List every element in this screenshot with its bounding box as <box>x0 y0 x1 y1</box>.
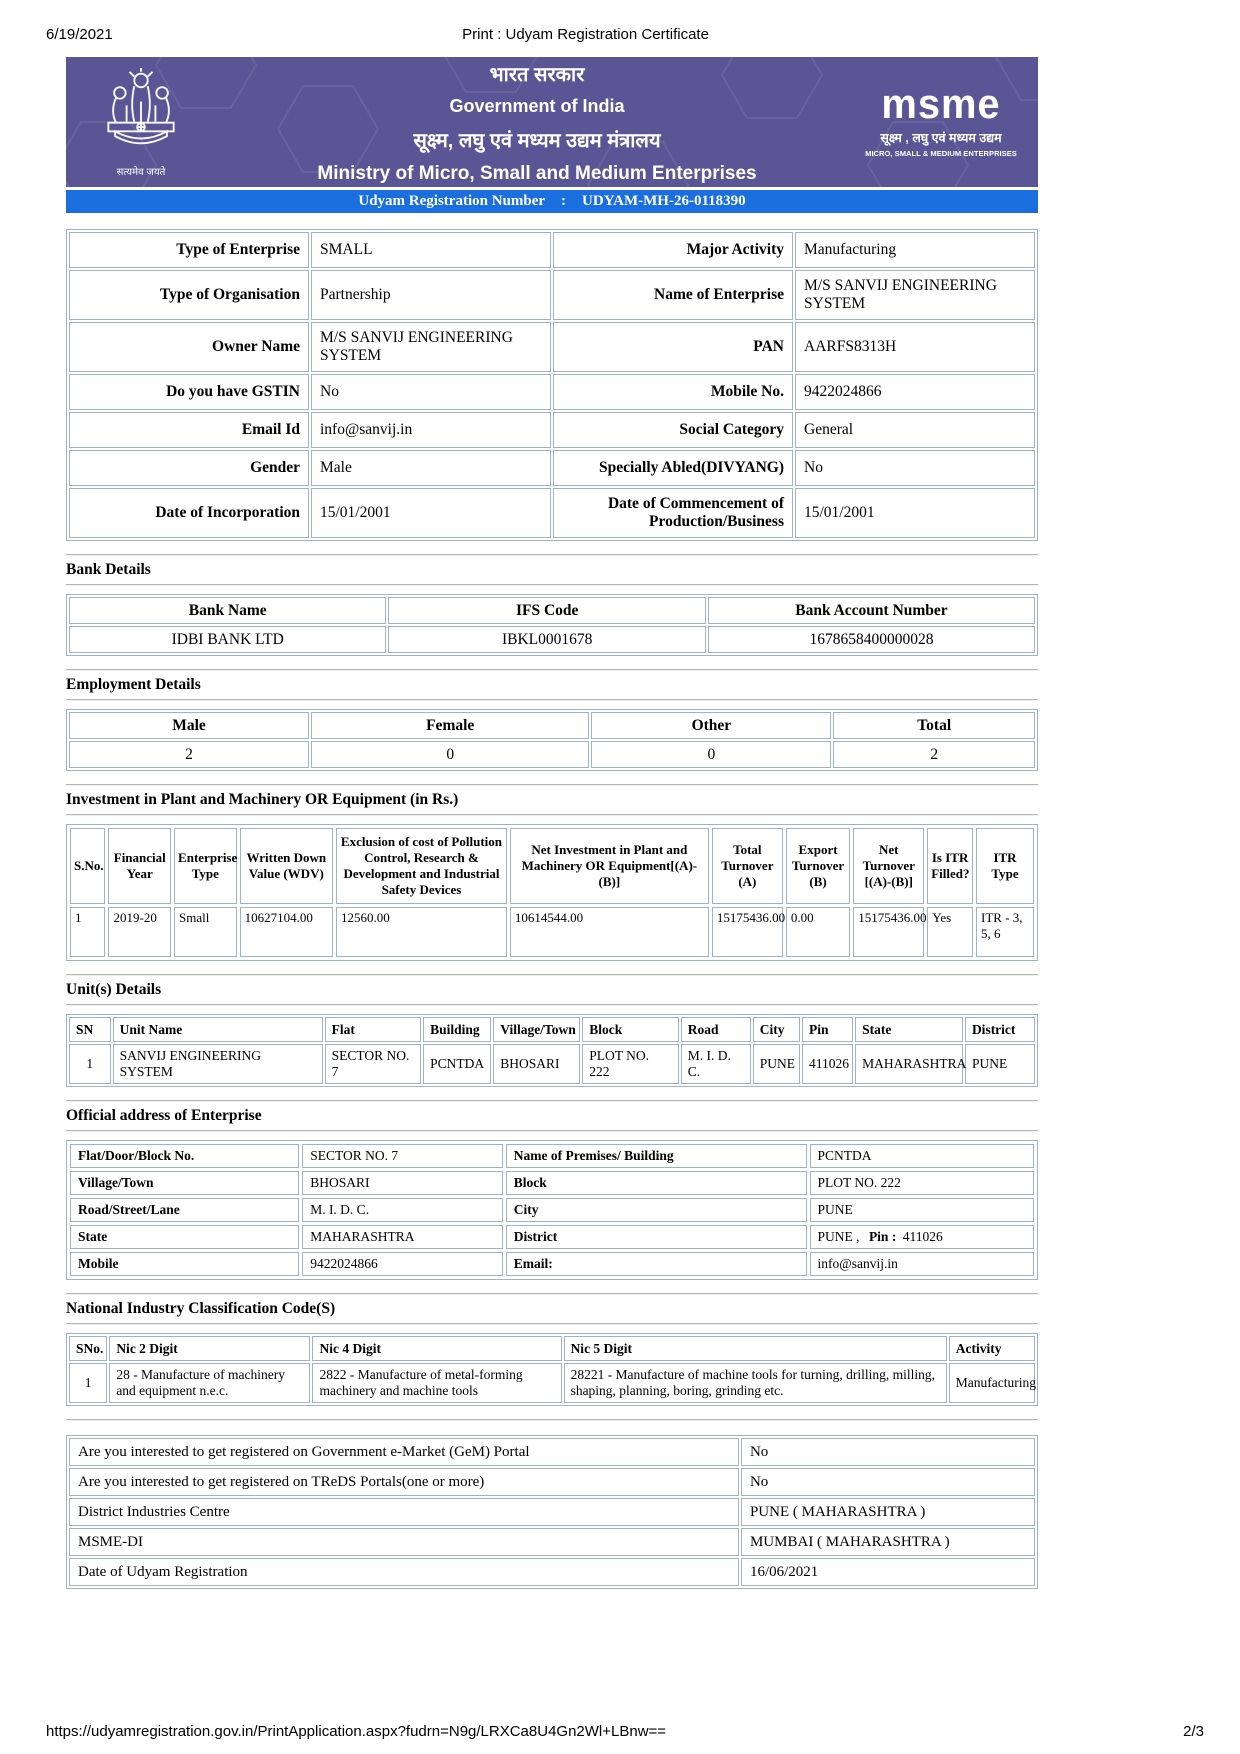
question-answer: 16/06/2021 <box>741 1558 1035 1586</box>
units-details-table <box>66 1014 1038 1087</box>
cell-value: 15175436.00 <box>853 907 924 957</box>
print-footer-page-number: 2/3 <box>1183 1723 1204 1740</box>
column-header: Nic 4 Digit <box>312 1336 561 1361</box>
field-value: SMALL <box>311 232 551 268</box>
table-row <box>69 322 1035 372</box>
cell-value: 1678658400000028 <box>708 626 1035 653</box>
cell-value: 411026 <box>802 1044 853 1084</box>
table-row <box>70 1198 1034 1222</box>
table-row <box>70 1252 1034 1276</box>
section-divider <box>66 784 1038 786</box>
section-divider <box>66 1004 1038 1006</box>
section-divider <box>66 699 1038 701</box>
field-value: PCNTDA <box>810 1144 1034 1168</box>
field-label: Major Activity <box>553 232 793 268</box>
column-header: City <box>753 1017 800 1042</box>
cell-value: 1 <box>70 907 105 957</box>
column-header: Net Investment in Plant and Machinery OR Equipment[(A)-(B)] <box>510 828 709 904</box>
field-value: Partnership <box>311 270 551 320</box>
section-divider <box>66 814 1038 816</box>
emblem-caption: सत्यमेव जयते <box>116 166 166 178</box>
cell-value: MAHARASHTRA <box>855 1044 963 1084</box>
table-row <box>69 450 1035 486</box>
cell-value: 2 <box>833 741 1035 768</box>
section-divider <box>66 669 1038 671</box>
print-header <box>46 26 1194 46</box>
column-header: Net Turnover [(A)-(B)] <box>853 828 924 904</box>
emblem-of-india <box>66 67 216 178</box>
question-label: Date of Udyam Registration <box>69 1558 739 1586</box>
column-header: Building <box>423 1017 491 1042</box>
column-header: Financial Year <box>108 828 171 904</box>
cell-value: 2822 - Manufacture of metal-forming machinery and machine tools <box>312 1363 561 1403</box>
banner-government-of-india: Government of India <box>449 95 625 116</box>
cell-value: SANVIJ ENGINEERING SYSTEM <box>113 1044 323 1084</box>
field-label: District <box>506 1225 807 1249</box>
field-value: M/S SANVIJ ENGINEERING SYSTEM <box>311 322 551 372</box>
column-header: Village/Town <box>493 1017 580 1042</box>
official-address-table <box>66 1140 1038 1280</box>
field-value: 9422024866 <box>302 1252 503 1276</box>
column-header: Female <box>311 712 589 739</box>
section-divider <box>66 1293 1038 1295</box>
field-label: Social Category <box>553 412 793 448</box>
column-header: Nic 5 Digit <box>564 1336 947 1361</box>
field-value: M/S SANVIJ ENGINEERING SYSTEM <box>795 270 1035 320</box>
banner-hindi-government: भारत सरकार <box>489 63 585 86</box>
field-value: No <box>795 450 1035 486</box>
column-header: SN <box>69 1017 111 1042</box>
field-label: Do you have GSTIN <box>69 374 309 410</box>
cell-value: 0 <box>591 741 831 768</box>
cell-value: 0.00 <box>786 907 850 957</box>
cell-value: Small <box>174 907 237 957</box>
field-value: SECTOR NO. 7 <box>302 1144 503 1168</box>
table-row <box>69 412 1035 448</box>
column-header: State <box>855 1017 963 1042</box>
field-value: AARFS8313H <box>795 322 1035 372</box>
table-header-row <box>69 1017 1035 1042</box>
cell-value: SECTOR NO. 7 <box>325 1044 421 1084</box>
section-divider <box>66 584 1038 586</box>
question-answer: MUMBAI ( MAHARASHTRA ) <box>741 1528 1035 1556</box>
question-answer: No <box>741 1438 1035 1466</box>
field-label: Gender <box>69 450 309 486</box>
question-label: District Industries Centre <box>69 1498 739 1526</box>
cell-value: BHOSARI <box>493 1044 580 1084</box>
registration-questions-table <box>66 1435 1038 1589</box>
field-value: info@sanvij.in <box>810 1252 1034 1276</box>
field-label: Email Id <box>69 412 309 448</box>
cell-value: 0 <box>311 741 589 768</box>
field-value: M. I. D. C. <box>302 1198 503 1222</box>
column-header: S.No. <box>70 828 105 904</box>
field-label: Specially Abled(DIVYANG) <box>553 450 793 486</box>
ministry-banner <box>66 57 1038 187</box>
field-label: Block <box>506 1171 807 1195</box>
cell-value: 10614544.00 <box>510 907 709 957</box>
section-divider <box>66 1100 1038 1102</box>
field-label: Email: <box>506 1252 807 1276</box>
table-header-row <box>69 597 1035 624</box>
cell-value: M. I. D. C. <box>681 1044 751 1084</box>
question-answer: No <box>741 1468 1035 1496</box>
field-label: Type of Enterprise <box>69 232 309 268</box>
field-value: No <box>311 374 551 410</box>
pin-label: Pin : <box>868 1229 897 1244</box>
urn-value: UDYAM-MH-26-0118390 <box>582 193 746 209</box>
table-row <box>70 1144 1034 1168</box>
units-details-heading: Unit(s) Details <box>66 981 162 998</box>
field-label: Type of Organisation <box>69 270 309 320</box>
field-value <box>810 1225 1034 1249</box>
column-header: Nic 2 Digit <box>109 1336 310 1361</box>
cell-value: 1 <box>69 1044 111 1084</box>
field-label: Mobile No. <box>553 374 793 410</box>
field-value: info@sanvij.in <box>311 412 551 448</box>
udyam-registration-number-bar <box>66 190 1038 213</box>
table-header-row <box>69 712 1035 739</box>
table-header-row <box>69 1336 1035 1361</box>
column-header: Activity <box>949 1336 1035 1361</box>
cell-value: Manufacturing <box>949 1363 1035 1403</box>
field-label: Flat/Door/Block No. <box>70 1144 299 1168</box>
table-header-row <box>70 828 1034 904</box>
district-value: PUNE , <box>817 1229 860 1244</box>
msme-logo-english-tagline: MICRO, SMALL & MEDIUM ENTERPRISES <box>865 148 1017 158</box>
employment-details-heading: Employment Details <box>66 676 201 693</box>
cell-value: IBKL0001678 <box>388 626 705 653</box>
table-row <box>69 1363 1035 1403</box>
column-header: Bank Name <box>69 597 386 624</box>
field-label: Name of Enterprise <box>553 270 793 320</box>
investment-heading: Investment in Plant and Machinery OR Equipment (in Rs.) <box>66 791 459 808</box>
table-row <box>70 1171 1034 1195</box>
column-header: Bank Account Number <box>708 597 1035 624</box>
table-row <box>69 1438 1035 1466</box>
column-header: Total <box>833 712 1035 739</box>
column-header: Other <box>591 712 831 739</box>
question-label: MSME-DI <box>69 1528 739 1556</box>
field-label: Date of Commencement of Production/Business <box>553 488 793 538</box>
question-answer: PUNE ( MAHARASHTRA ) <box>741 1498 1035 1526</box>
field-value: 15/01/2001 <box>311 488 551 538</box>
cell-value: 12560.00 <box>336 907 507 957</box>
table-row <box>70 907 1034 957</box>
column-header: Male <box>69 712 309 739</box>
nic-heading: National Industry Classification Code(S) <box>66 1300 336 1317</box>
bank-details-heading: Bank Details <box>66 561 151 578</box>
table-row <box>69 1468 1035 1496</box>
pin-value: 411026 <box>902 1229 943 1244</box>
table-row <box>69 1558 1035 1586</box>
column-header: Is ITR Filled? <box>927 828 973 904</box>
table-row <box>69 1528 1035 1556</box>
table-row <box>69 374 1035 410</box>
urn-separator: : <box>561 193 567 209</box>
print-title: Print : Udyam Registration Certificate <box>462 26 709 43</box>
cell-value: IDBI BANK LTD <box>69 626 386 653</box>
cell-value: 2019-20 <box>108 907 171 957</box>
bank-details-table <box>66 594 1038 656</box>
column-header: Unit Name <box>113 1017 323 1042</box>
column-header: Block <box>582 1017 678 1042</box>
section-divider <box>66 1323 1038 1325</box>
urn-label: Udyam Registration Number <box>358 193 546 209</box>
msme-logo-hindi-tagline: सूक्ष्म , लघु एवं मध्यम उद्यम <box>880 130 1002 145</box>
section-divider <box>66 1130 1038 1132</box>
cell-value: 15175436.00 <box>712 907 783 957</box>
field-value: PUNE <box>810 1198 1034 1222</box>
cell-value: PUNE <box>965 1044 1035 1084</box>
field-label: Mobile <box>70 1252 299 1276</box>
print-footer <box>46 1723 1204 1740</box>
print-date: 6/19/2021 <box>46 26 113 43</box>
field-value: Male <box>311 450 551 486</box>
field-value: MAHARASHTRA <box>302 1225 503 1249</box>
cell-value: 2 <box>69 741 309 768</box>
column-header: Road <box>681 1017 751 1042</box>
cell-value: Yes <box>927 907 973 957</box>
cell-value: 1 <box>69 1363 107 1403</box>
column-header: IFS Code <box>388 597 705 624</box>
nic-codes-table <box>66 1333 1038 1406</box>
table-row <box>69 270 1035 320</box>
cell-value: 28 - Manufacture of machinery and equipment n.e.c. <box>109 1363 310 1403</box>
cell-value: ITR - 3, 5, 6 <box>976 907 1034 957</box>
banner-titles <box>216 60 858 185</box>
certificate-body <box>66 57 1038 1589</box>
emblem-of-india-icon <box>97 67 185 163</box>
section-divider <box>66 554 1038 556</box>
field-value: 9422024866 <box>795 374 1035 410</box>
field-label: Road/Street/Lane <box>70 1198 299 1222</box>
banner-hindi-ministry: सूक्ष्म, लघु एवं मध्यम उद्यम मंत्रालय <box>413 129 661 152</box>
field-label: Village/Town <box>70 1171 299 1195</box>
question-label: Are you interested to get registered on Government e-Market (GeM) Portal <box>69 1438 739 1466</box>
employment-details-table <box>66 709 1038 771</box>
column-header: Export Turnover (B) <box>786 828 850 904</box>
field-label: City <box>506 1198 807 1222</box>
cell-value: PLOT NO. 222 <box>582 1044 678 1084</box>
banner-ministry: Ministry of Micro, Small and Medium Enterprises <box>317 162 757 184</box>
table-row <box>69 1498 1035 1526</box>
field-label: PAN <box>553 322 793 372</box>
field-value: BHOSARI <box>302 1171 503 1195</box>
print-footer-url: https://udyamregistration.gov.in/PrintApplication.aspx?fudrn=N9g/LRXCa8U4Gn2Wl+LBnw== <box>46 1723 667 1740</box>
investment-table <box>66 824 1038 961</box>
table-row <box>69 741 1035 768</box>
field-value: General <box>795 412 1035 448</box>
official-address-heading: Official address of Enterprise <box>66 1107 262 1124</box>
field-value: 15/01/2001 <box>795 488 1035 538</box>
cell-value: PCNTDA <box>423 1044 491 1084</box>
table-row <box>69 1044 1035 1084</box>
field-label: Owner Name <box>69 322 309 372</box>
column-header: ITR Type <box>976 828 1034 904</box>
msme-logo <box>858 80 1038 158</box>
column-header: Flat <box>325 1017 421 1042</box>
column-header: Exclusion of cost of Pollution Control, Research & Development and Industrial Safety Devices <box>336 828 507 904</box>
table-row <box>69 626 1035 653</box>
table-row <box>69 232 1035 268</box>
enterprise-details-table <box>66 229 1038 541</box>
table-row <box>69 488 1035 538</box>
msme-logo-wordmark: msme <box>881 80 1001 128</box>
cell-value: 28221 - Manufacture of machine tools for turning, drilling, milling, shaping, planning, boring, grinding etc. <box>564 1363 947 1403</box>
question-label: Are you interested to get registered on TReDS Portals(one or more) <box>69 1468 739 1496</box>
cell-value: 10627104.00 <box>240 907 333 957</box>
column-header: Pin <box>802 1017 853 1042</box>
field-label: Date of Incorporation <box>69 488 309 538</box>
field-label: State <box>70 1225 299 1249</box>
column-header: Written Down Value (WDV) <box>240 828 333 904</box>
column-header: SNo. <box>69 1336 107 1361</box>
column-header: District <box>965 1017 1035 1042</box>
table-row <box>70 1225 1034 1249</box>
section-divider <box>66 974 1038 976</box>
cell-value: PUNE <box>753 1044 800 1084</box>
field-value: PLOT NO. 222 <box>810 1171 1034 1195</box>
column-header: Total Turnover (A) <box>712 828 783 904</box>
column-header: Enterprise Type <box>174 828 237 904</box>
field-label: Name of Premises/ Building <box>506 1144 807 1168</box>
section-divider <box>66 1419 1038 1421</box>
field-value: Manufacturing <box>795 232 1035 268</box>
